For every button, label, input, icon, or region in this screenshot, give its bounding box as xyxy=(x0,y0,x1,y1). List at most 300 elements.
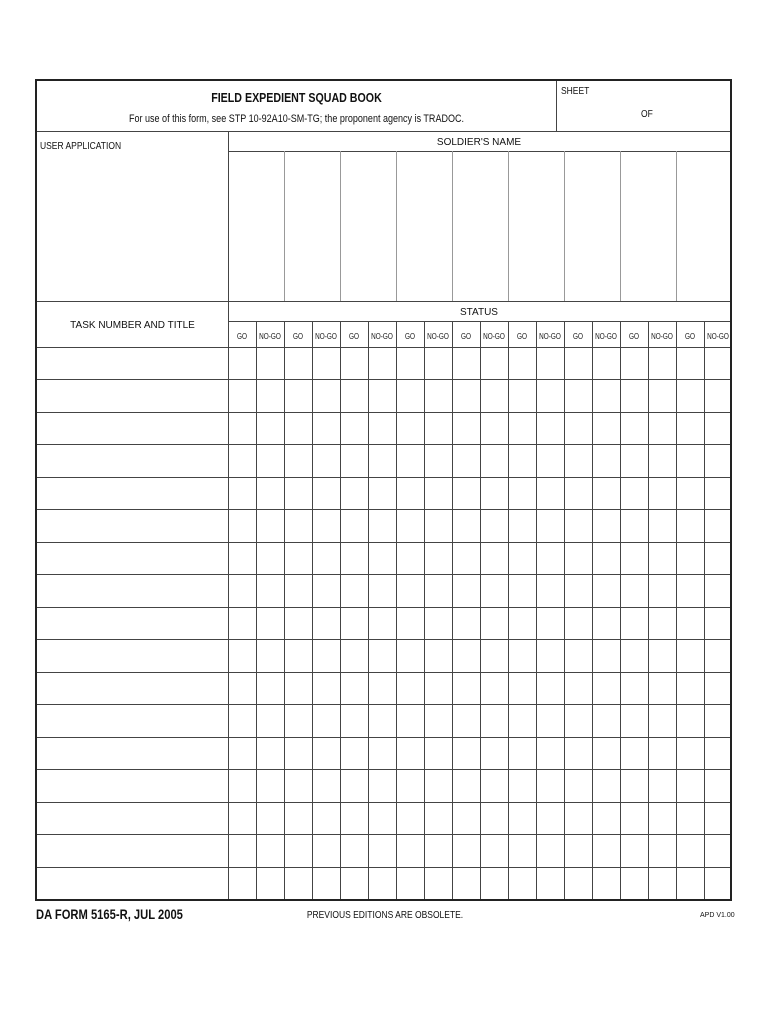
no-go-cell[interactable] xyxy=(481,445,507,475)
go-cell[interactable] xyxy=(397,770,423,800)
no-go-cell[interactable] xyxy=(649,868,675,898)
no-go-cell[interactable] xyxy=(257,738,283,768)
soldier-name-field[interactable] xyxy=(453,152,507,300)
no-go-cell[interactable] xyxy=(425,348,451,378)
go-cell[interactable] xyxy=(677,445,703,475)
no-go-cell[interactable] xyxy=(257,543,283,573)
no-go-cell[interactable] xyxy=(481,478,507,508)
no-go-cell[interactable] xyxy=(705,640,731,670)
go-cell[interactable] xyxy=(229,348,255,378)
no-go-cell[interactable] xyxy=(481,868,507,898)
go-cell[interactable] xyxy=(565,803,591,833)
no-go-cell[interactable] xyxy=(257,413,283,443)
no-go-cell[interactable] xyxy=(537,575,563,605)
go-cell[interactable] xyxy=(229,510,255,540)
task-title-field[interactable] xyxy=(39,445,225,475)
no-go-cell[interactable] xyxy=(481,803,507,833)
go-cell[interactable] xyxy=(341,510,367,540)
soldier-name-field[interactable] xyxy=(509,152,563,300)
go-cell[interactable] xyxy=(565,640,591,670)
no-go-cell[interactable] xyxy=(537,348,563,378)
no-go-cell[interactable] xyxy=(257,705,283,735)
go-cell[interactable] xyxy=(341,770,367,800)
no-go-cell[interactable] xyxy=(257,640,283,670)
go-cell[interactable] xyxy=(453,413,479,443)
task-title-field[interactable] xyxy=(39,575,225,605)
go-cell[interactable] xyxy=(677,673,703,703)
go-cell[interactable] xyxy=(285,413,311,443)
go-cell[interactable] xyxy=(453,445,479,475)
no-go-cell[interactable] xyxy=(537,478,563,508)
task-title-field[interactable] xyxy=(39,868,225,898)
go-cell[interactable] xyxy=(677,868,703,898)
go-cell[interactable] xyxy=(509,738,535,768)
no-go-cell[interactable] xyxy=(425,413,451,443)
no-go-cell[interactable] xyxy=(369,575,395,605)
go-cell[interactable] xyxy=(229,673,255,703)
go-cell[interactable] xyxy=(285,445,311,475)
go-cell[interactable] xyxy=(677,738,703,768)
task-title-field[interactable] xyxy=(39,413,225,443)
no-go-cell[interactable] xyxy=(705,803,731,833)
go-cell[interactable] xyxy=(285,835,311,865)
no-go-cell[interactable] xyxy=(481,705,507,735)
no-go-cell[interactable] xyxy=(593,640,619,670)
go-cell[interactable] xyxy=(509,445,535,475)
go-cell[interactable] xyxy=(341,445,367,475)
go-cell[interactable] xyxy=(621,445,647,475)
no-go-cell[interactable] xyxy=(593,575,619,605)
go-cell[interactable] xyxy=(397,510,423,540)
go-cell[interactable] xyxy=(341,868,367,898)
soldier-name-field[interactable] xyxy=(285,152,339,300)
go-cell[interactable] xyxy=(677,380,703,410)
go-cell[interactable] xyxy=(229,705,255,735)
go-cell[interactable] xyxy=(509,770,535,800)
go-cell[interactable] xyxy=(621,608,647,638)
go-cell[interactable] xyxy=(229,868,255,898)
go-cell[interactable] xyxy=(341,348,367,378)
sheet-total-field[interactable] xyxy=(662,105,730,129)
no-go-cell[interactable] xyxy=(369,380,395,410)
go-cell[interactable] xyxy=(229,803,255,833)
no-go-cell[interactable] xyxy=(369,543,395,573)
go-cell[interactable] xyxy=(453,640,479,670)
go-cell[interactable] xyxy=(565,413,591,443)
go-cell[interactable] xyxy=(229,770,255,800)
go-cell[interactable] xyxy=(677,705,703,735)
no-go-cell[interactable] xyxy=(705,770,731,800)
task-title-field[interactable] xyxy=(39,835,225,865)
go-cell[interactable] xyxy=(621,510,647,540)
go-cell[interactable] xyxy=(285,868,311,898)
no-go-cell[interactable] xyxy=(481,510,507,540)
no-go-cell[interactable] xyxy=(369,803,395,833)
no-go-cell[interactable] xyxy=(313,380,339,410)
no-go-cell[interactable] xyxy=(593,705,619,735)
no-go-cell[interactable] xyxy=(369,478,395,508)
no-go-cell[interactable] xyxy=(313,510,339,540)
go-cell[interactable] xyxy=(565,510,591,540)
go-cell[interactable] xyxy=(565,348,591,378)
task-title-field[interactable] xyxy=(39,543,225,573)
go-cell[interactable] xyxy=(565,868,591,898)
go-cell[interactable] xyxy=(509,478,535,508)
go-cell[interactable] xyxy=(677,835,703,865)
no-go-cell[interactable] xyxy=(257,380,283,410)
no-go-cell[interactable] xyxy=(537,705,563,735)
no-go-cell[interactable] xyxy=(425,543,451,573)
go-cell[interactable] xyxy=(453,348,479,378)
task-title-field[interactable] xyxy=(39,348,225,378)
go-cell[interactable] xyxy=(509,803,535,833)
no-go-cell[interactable] xyxy=(537,380,563,410)
no-go-cell[interactable] xyxy=(369,510,395,540)
go-cell[interactable] xyxy=(509,575,535,605)
no-go-cell[interactable] xyxy=(369,705,395,735)
no-go-cell[interactable] xyxy=(649,543,675,573)
go-cell[interactable] xyxy=(229,543,255,573)
go-cell[interactable] xyxy=(285,380,311,410)
no-go-cell[interactable] xyxy=(313,445,339,475)
go-cell[interactable] xyxy=(453,380,479,410)
go-cell[interactable] xyxy=(285,640,311,670)
go-cell[interactable] xyxy=(453,738,479,768)
no-go-cell[interactable] xyxy=(537,608,563,638)
no-go-cell[interactable] xyxy=(257,803,283,833)
soldier-name-field[interactable] xyxy=(621,152,675,300)
no-go-cell[interactable] xyxy=(425,803,451,833)
no-go-cell[interactable] xyxy=(369,640,395,670)
go-cell[interactable] xyxy=(677,803,703,833)
no-go-cell[interactable] xyxy=(705,478,731,508)
no-go-cell[interactable] xyxy=(705,738,731,768)
no-go-cell[interactable] xyxy=(705,575,731,605)
sheet-number-field[interactable] xyxy=(597,83,730,105)
soldier-name-field[interactable] xyxy=(397,152,451,300)
no-go-cell[interactable] xyxy=(537,640,563,670)
soldier-name-field[interactable] xyxy=(341,152,395,300)
no-go-cell[interactable] xyxy=(257,868,283,898)
go-cell[interactable] xyxy=(397,673,423,703)
go-cell[interactable] xyxy=(397,868,423,898)
go-cell[interactable] xyxy=(677,770,703,800)
go-cell[interactable] xyxy=(509,510,535,540)
task-title-field[interactable] xyxy=(39,380,225,410)
no-go-cell[interactable] xyxy=(369,770,395,800)
go-cell[interactable] xyxy=(397,348,423,378)
go-cell[interactable] xyxy=(453,608,479,638)
go-cell[interactable] xyxy=(509,640,535,670)
no-go-cell[interactable] xyxy=(257,478,283,508)
go-cell[interactable] xyxy=(677,413,703,443)
task-title-field[interactable] xyxy=(39,673,225,703)
go-cell[interactable] xyxy=(229,380,255,410)
go-cell[interactable] xyxy=(229,445,255,475)
no-go-cell[interactable] xyxy=(313,640,339,670)
no-go-cell[interactable] xyxy=(313,770,339,800)
go-cell[interactable] xyxy=(453,673,479,703)
go-cell[interactable] xyxy=(565,575,591,605)
go-cell[interactable] xyxy=(397,738,423,768)
task-title-field[interactable] xyxy=(39,705,225,735)
no-go-cell[interactable] xyxy=(649,575,675,605)
go-cell[interactable] xyxy=(565,608,591,638)
no-go-cell[interactable] xyxy=(481,543,507,573)
go-cell[interactable] xyxy=(397,543,423,573)
go-cell[interactable] xyxy=(565,770,591,800)
no-go-cell[interactable] xyxy=(649,770,675,800)
no-go-cell[interactable] xyxy=(369,348,395,378)
soldier-name-field[interactable] xyxy=(565,152,619,300)
go-cell[interactable] xyxy=(621,640,647,670)
no-go-cell[interactable] xyxy=(425,835,451,865)
no-go-cell[interactable] xyxy=(425,705,451,735)
go-cell[interactable] xyxy=(453,575,479,605)
go-cell[interactable] xyxy=(565,478,591,508)
no-go-cell[interactable] xyxy=(649,673,675,703)
go-cell[interactable] xyxy=(397,608,423,638)
no-go-cell[interactable] xyxy=(593,770,619,800)
no-go-cell[interactable] xyxy=(313,543,339,573)
go-cell[interactable] xyxy=(229,835,255,865)
no-go-cell[interactable] xyxy=(593,478,619,508)
go-cell[interactable] xyxy=(621,770,647,800)
go-cell[interactable] xyxy=(677,543,703,573)
go-cell[interactable] xyxy=(229,608,255,638)
no-go-cell[interactable] xyxy=(705,413,731,443)
no-go-cell[interactable] xyxy=(593,835,619,865)
no-go-cell[interactable] xyxy=(537,510,563,540)
no-go-cell[interactable] xyxy=(313,608,339,638)
no-go-cell[interactable] xyxy=(593,380,619,410)
go-cell[interactable] xyxy=(285,478,311,508)
no-go-cell[interactable] xyxy=(313,803,339,833)
go-cell[interactable] xyxy=(397,445,423,475)
go-cell[interactable] xyxy=(285,673,311,703)
no-go-cell[interactable] xyxy=(593,543,619,573)
go-cell[interactable] xyxy=(229,640,255,670)
no-go-cell[interactable] xyxy=(369,868,395,898)
go-cell[interactable] xyxy=(565,673,591,703)
no-go-cell[interactable] xyxy=(425,738,451,768)
go-cell[interactable] xyxy=(565,738,591,768)
no-go-cell[interactable] xyxy=(313,868,339,898)
go-cell[interactable] xyxy=(397,380,423,410)
go-cell[interactable] xyxy=(341,478,367,508)
no-go-cell[interactable] xyxy=(257,445,283,475)
no-go-cell[interactable] xyxy=(369,673,395,703)
go-cell[interactable] xyxy=(341,673,367,703)
no-go-cell[interactable] xyxy=(649,478,675,508)
no-go-cell[interactable] xyxy=(537,803,563,833)
go-cell[interactable] xyxy=(621,478,647,508)
task-title-field[interactable] xyxy=(39,478,225,508)
soldier-name-field[interactable] xyxy=(229,152,283,300)
go-cell[interactable] xyxy=(397,413,423,443)
soldier-name-field[interactable] xyxy=(677,152,731,300)
no-go-cell[interactable] xyxy=(593,608,619,638)
no-go-cell[interactable] xyxy=(257,608,283,638)
go-cell[interactable] xyxy=(509,348,535,378)
no-go-cell[interactable] xyxy=(481,640,507,670)
no-go-cell[interactable] xyxy=(313,348,339,378)
go-cell[interactable] xyxy=(285,705,311,735)
go-cell[interactable] xyxy=(509,673,535,703)
no-go-cell[interactable] xyxy=(593,738,619,768)
no-go-cell[interactable] xyxy=(593,413,619,443)
go-cell[interactable] xyxy=(453,770,479,800)
go-cell[interactable] xyxy=(565,543,591,573)
go-cell[interactable] xyxy=(285,608,311,638)
no-go-cell[interactable] xyxy=(425,575,451,605)
task-title-field[interactable] xyxy=(39,770,225,800)
no-go-cell[interactable] xyxy=(425,640,451,670)
go-cell[interactable] xyxy=(285,510,311,540)
no-go-cell[interactable] xyxy=(257,835,283,865)
no-go-cell[interactable] xyxy=(649,803,675,833)
no-go-cell[interactable] xyxy=(313,738,339,768)
no-go-cell[interactable] xyxy=(593,348,619,378)
no-go-cell[interactable] xyxy=(705,673,731,703)
go-cell[interactable] xyxy=(621,705,647,735)
go-cell[interactable] xyxy=(453,835,479,865)
no-go-cell[interactable] xyxy=(369,413,395,443)
go-cell[interactable] xyxy=(285,348,311,378)
go-cell[interactable] xyxy=(677,575,703,605)
no-go-cell[interactable] xyxy=(705,348,731,378)
no-go-cell[interactable] xyxy=(425,510,451,540)
go-cell[interactable] xyxy=(341,835,367,865)
no-go-cell[interactable] xyxy=(593,868,619,898)
no-go-cell[interactable] xyxy=(649,510,675,540)
no-go-cell[interactable] xyxy=(425,478,451,508)
user-application-field[interactable] xyxy=(39,155,225,299)
go-cell[interactable] xyxy=(565,380,591,410)
no-go-cell[interactable] xyxy=(649,738,675,768)
no-go-cell[interactable] xyxy=(705,445,731,475)
no-go-cell[interactable] xyxy=(313,705,339,735)
no-go-cell[interactable] xyxy=(537,770,563,800)
go-cell[interactable] xyxy=(621,803,647,833)
go-cell[interactable] xyxy=(453,705,479,735)
no-go-cell[interactable] xyxy=(425,770,451,800)
no-go-cell[interactable] xyxy=(425,380,451,410)
no-go-cell[interactable] xyxy=(481,770,507,800)
no-go-cell[interactable] xyxy=(593,803,619,833)
go-cell[interactable] xyxy=(509,608,535,638)
no-go-cell[interactable] xyxy=(593,673,619,703)
go-cell[interactable] xyxy=(341,738,367,768)
no-go-cell[interactable] xyxy=(257,673,283,703)
go-cell[interactable] xyxy=(509,413,535,443)
no-go-cell[interactable] xyxy=(313,673,339,703)
go-cell[interactable] xyxy=(621,413,647,443)
go-cell[interactable] xyxy=(229,413,255,443)
no-go-cell[interactable] xyxy=(369,445,395,475)
no-go-cell[interactable] xyxy=(705,510,731,540)
go-cell[interactable] xyxy=(621,673,647,703)
no-go-cell[interactable] xyxy=(481,673,507,703)
no-go-cell[interactable] xyxy=(313,478,339,508)
no-go-cell[interactable] xyxy=(425,445,451,475)
no-go-cell[interactable] xyxy=(705,543,731,573)
no-go-cell[interactable] xyxy=(537,413,563,443)
no-go-cell[interactable] xyxy=(537,835,563,865)
no-go-cell[interactable] xyxy=(537,543,563,573)
no-go-cell[interactable] xyxy=(257,348,283,378)
no-go-cell[interactable] xyxy=(313,575,339,605)
go-cell[interactable] xyxy=(285,543,311,573)
task-title-field[interactable] xyxy=(39,608,225,638)
go-cell[interactable] xyxy=(285,575,311,605)
go-cell[interactable] xyxy=(453,478,479,508)
go-cell[interactable] xyxy=(341,803,367,833)
no-go-cell[interactable] xyxy=(705,380,731,410)
go-cell[interactable] xyxy=(397,835,423,865)
go-cell[interactable] xyxy=(565,445,591,475)
no-go-cell[interactable] xyxy=(649,608,675,638)
no-go-cell[interactable] xyxy=(649,640,675,670)
go-cell[interactable] xyxy=(677,608,703,638)
go-cell[interactable] xyxy=(285,770,311,800)
go-cell[interactable] xyxy=(397,640,423,670)
no-go-cell[interactable] xyxy=(425,868,451,898)
no-go-cell[interactable] xyxy=(593,445,619,475)
no-go-cell[interactable] xyxy=(313,835,339,865)
go-cell[interactable] xyxy=(397,705,423,735)
go-cell[interactable] xyxy=(565,705,591,735)
go-cell[interactable] xyxy=(621,380,647,410)
no-go-cell[interactable] xyxy=(257,770,283,800)
go-cell[interactable] xyxy=(341,575,367,605)
no-go-cell[interactable] xyxy=(649,445,675,475)
go-cell[interactable] xyxy=(509,543,535,573)
go-cell[interactable] xyxy=(453,868,479,898)
go-cell[interactable] xyxy=(341,543,367,573)
no-go-cell[interactable] xyxy=(705,705,731,735)
no-go-cell[interactable] xyxy=(537,673,563,703)
no-go-cell[interactable] xyxy=(593,510,619,540)
no-go-cell[interactable] xyxy=(481,380,507,410)
go-cell[interactable] xyxy=(341,640,367,670)
no-go-cell[interactable] xyxy=(649,380,675,410)
task-title-field[interactable] xyxy=(39,738,225,768)
go-cell[interactable] xyxy=(621,835,647,865)
go-cell[interactable] xyxy=(677,478,703,508)
no-go-cell[interactable] xyxy=(537,445,563,475)
go-cell[interactable] xyxy=(341,608,367,638)
no-go-cell[interactable] xyxy=(649,413,675,443)
no-go-cell[interactable] xyxy=(257,575,283,605)
go-cell[interactable] xyxy=(229,478,255,508)
no-go-cell[interactable] xyxy=(369,835,395,865)
go-cell[interactable] xyxy=(397,575,423,605)
go-cell[interactable] xyxy=(397,478,423,508)
no-go-cell[interactable] xyxy=(649,348,675,378)
go-cell[interactable] xyxy=(509,868,535,898)
go-cell[interactable] xyxy=(341,413,367,443)
no-go-cell[interactable] xyxy=(649,835,675,865)
task-title-field[interactable] xyxy=(39,803,225,833)
no-go-cell[interactable] xyxy=(481,575,507,605)
go-cell[interactable] xyxy=(677,510,703,540)
no-go-cell[interactable] xyxy=(257,510,283,540)
go-cell[interactable] xyxy=(285,738,311,768)
no-go-cell[interactable] xyxy=(705,835,731,865)
go-cell[interactable] xyxy=(229,738,255,768)
go-cell[interactable] xyxy=(341,705,367,735)
